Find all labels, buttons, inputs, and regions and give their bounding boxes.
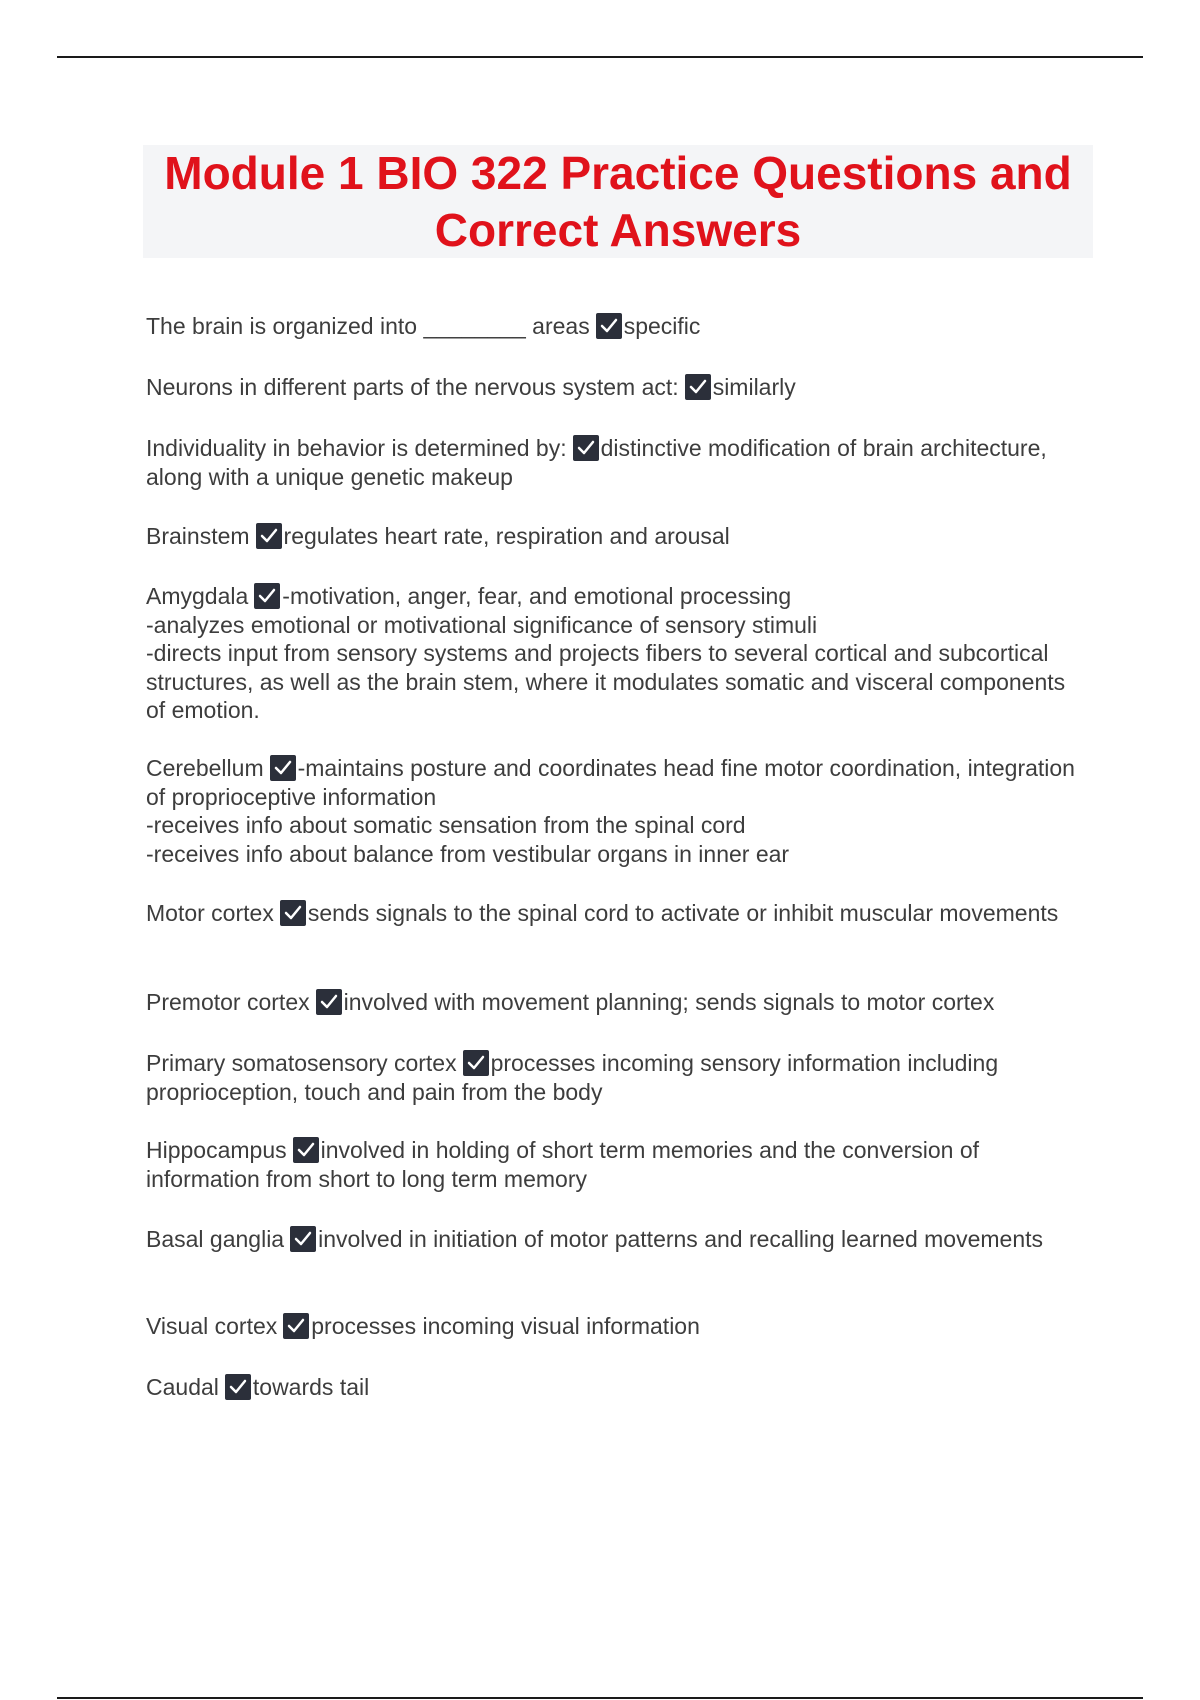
document-title: Module 1 BIO 322 Practice Questions and Correct Answers xyxy=(164,146,1072,256)
qa-item xyxy=(146,754,1076,868)
checkmark-icon xyxy=(316,989,342,1015)
qa-answer: sends signals to the spinal cord to activate or inhibit muscular movements xyxy=(307,900,1059,926)
qa-question: Premotor cortex xyxy=(146,989,310,1015)
qa-item xyxy=(146,1312,1076,1341)
checkmark-icon xyxy=(293,1137,319,1163)
top-divider xyxy=(57,56,1143,58)
qa-item xyxy=(146,522,1076,551)
qa-answer: -motivation, anger, fear, and emotional processing -analyzes emotional or motivational significance of sensory stimuli -directs input from sensory systems and projects fibers to several cortical and subcortical structures, as well as the brain stem, where it modulates somatic and visceral components of emotion. xyxy=(146,583,1066,723)
qa-answer: specific xyxy=(623,313,701,339)
qa-question: Basal ganglia xyxy=(146,1226,285,1252)
qa-question: The brain is organized into ________ areas xyxy=(146,313,590,339)
checkmark-icon xyxy=(256,523,282,549)
checkmark-icon xyxy=(596,313,622,339)
checkmark-icon xyxy=(573,435,599,461)
qa-question: Amygdala xyxy=(146,583,249,609)
qa-question: Cerebellum xyxy=(146,755,264,781)
qa-question: Hippocampus xyxy=(146,1137,287,1163)
qa-item xyxy=(146,1225,1076,1254)
qa-answer: processes incoming visual information xyxy=(311,1313,700,1339)
qa-answer: involved in initiation of motor patterns and recalling learned movements xyxy=(318,1226,1044,1252)
checkmark-icon xyxy=(225,1374,251,1400)
qa-item xyxy=(146,434,1076,491)
qa-answer: distinctive modification of brain architecture, along with a unique genetic makeup xyxy=(146,435,1047,490)
qa-item xyxy=(146,988,1076,1017)
qa-answer: -maintains posture and coordinates head fine motor coordination, integration of proprioceptive information -receives info about somatic sensation from the spinal cord -receives info about balance from vestibular organs in inner ear xyxy=(146,755,1075,867)
qa-item xyxy=(146,1373,1076,1402)
qa-question: Caudal xyxy=(146,1374,219,1400)
checkmark-icon xyxy=(254,583,280,609)
qa-question: Motor cortex xyxy=(146,900,274,926)
checkmark-icon xyxy=(463,1050,489,1076)
qa-question: Visual cortex xyxy=(146,1313,278,1339)
qa-answer: similarly xyxy=(712,374,796,400)
qa-item xyxy=(146,312,1076,341)
checkmark-icon xyxy=(270,755,296,781)
qa-item xyxy=(146,1049,1076,1106)
qa-answer: towards tail xyxy=(252,1374,370,1400)
checkmark-icon xyxy=(685,374,711,400)
qa-answer: regulates heart rate, respiration and arousal xyxy=(283,523,730,549)
qa-answer: involved with movement planning; sends signals to motor cortex xyxy=(343,989,995,1015)
qa-item xyxy=(146,1136,1076,1193)
title-banner xyxy=(143,145,1093,258)
qa-item xyxy=(146,582,1076,725)
qa-item xyxy=(146,899,1076,928)
qa-question: Primary somatosensory cortex xyxy=(146,1050,457,1076)
qa-item xyxy=(146,373,1076,402)
qa-answer: involved in holding of short term memories and the conversion of information from short to long term memory xyxy=(146,1137,980,1192)
checkmark-icon xyxy=(283,1313,309,1339)
qa-question: Brainstem xyxy=(146,523,250,549)
checkmark-icon xyxy=(280,900,306,926)
qa-question: Individuality in behavior is determined by: xyxy=(146,435,567,461)
bottom-divider xyxy=(57,1697,1143,1699)
qa-answer: processes incoming sensory information including proprioception, touch and pain from the body xyxy=(146,1050,999,1105)
qa-question: Neurons in different parts of the nervous system act: xyxy=(146,374,679,400)
checkmark-icon xyxy=(290,1226,316,1252)
